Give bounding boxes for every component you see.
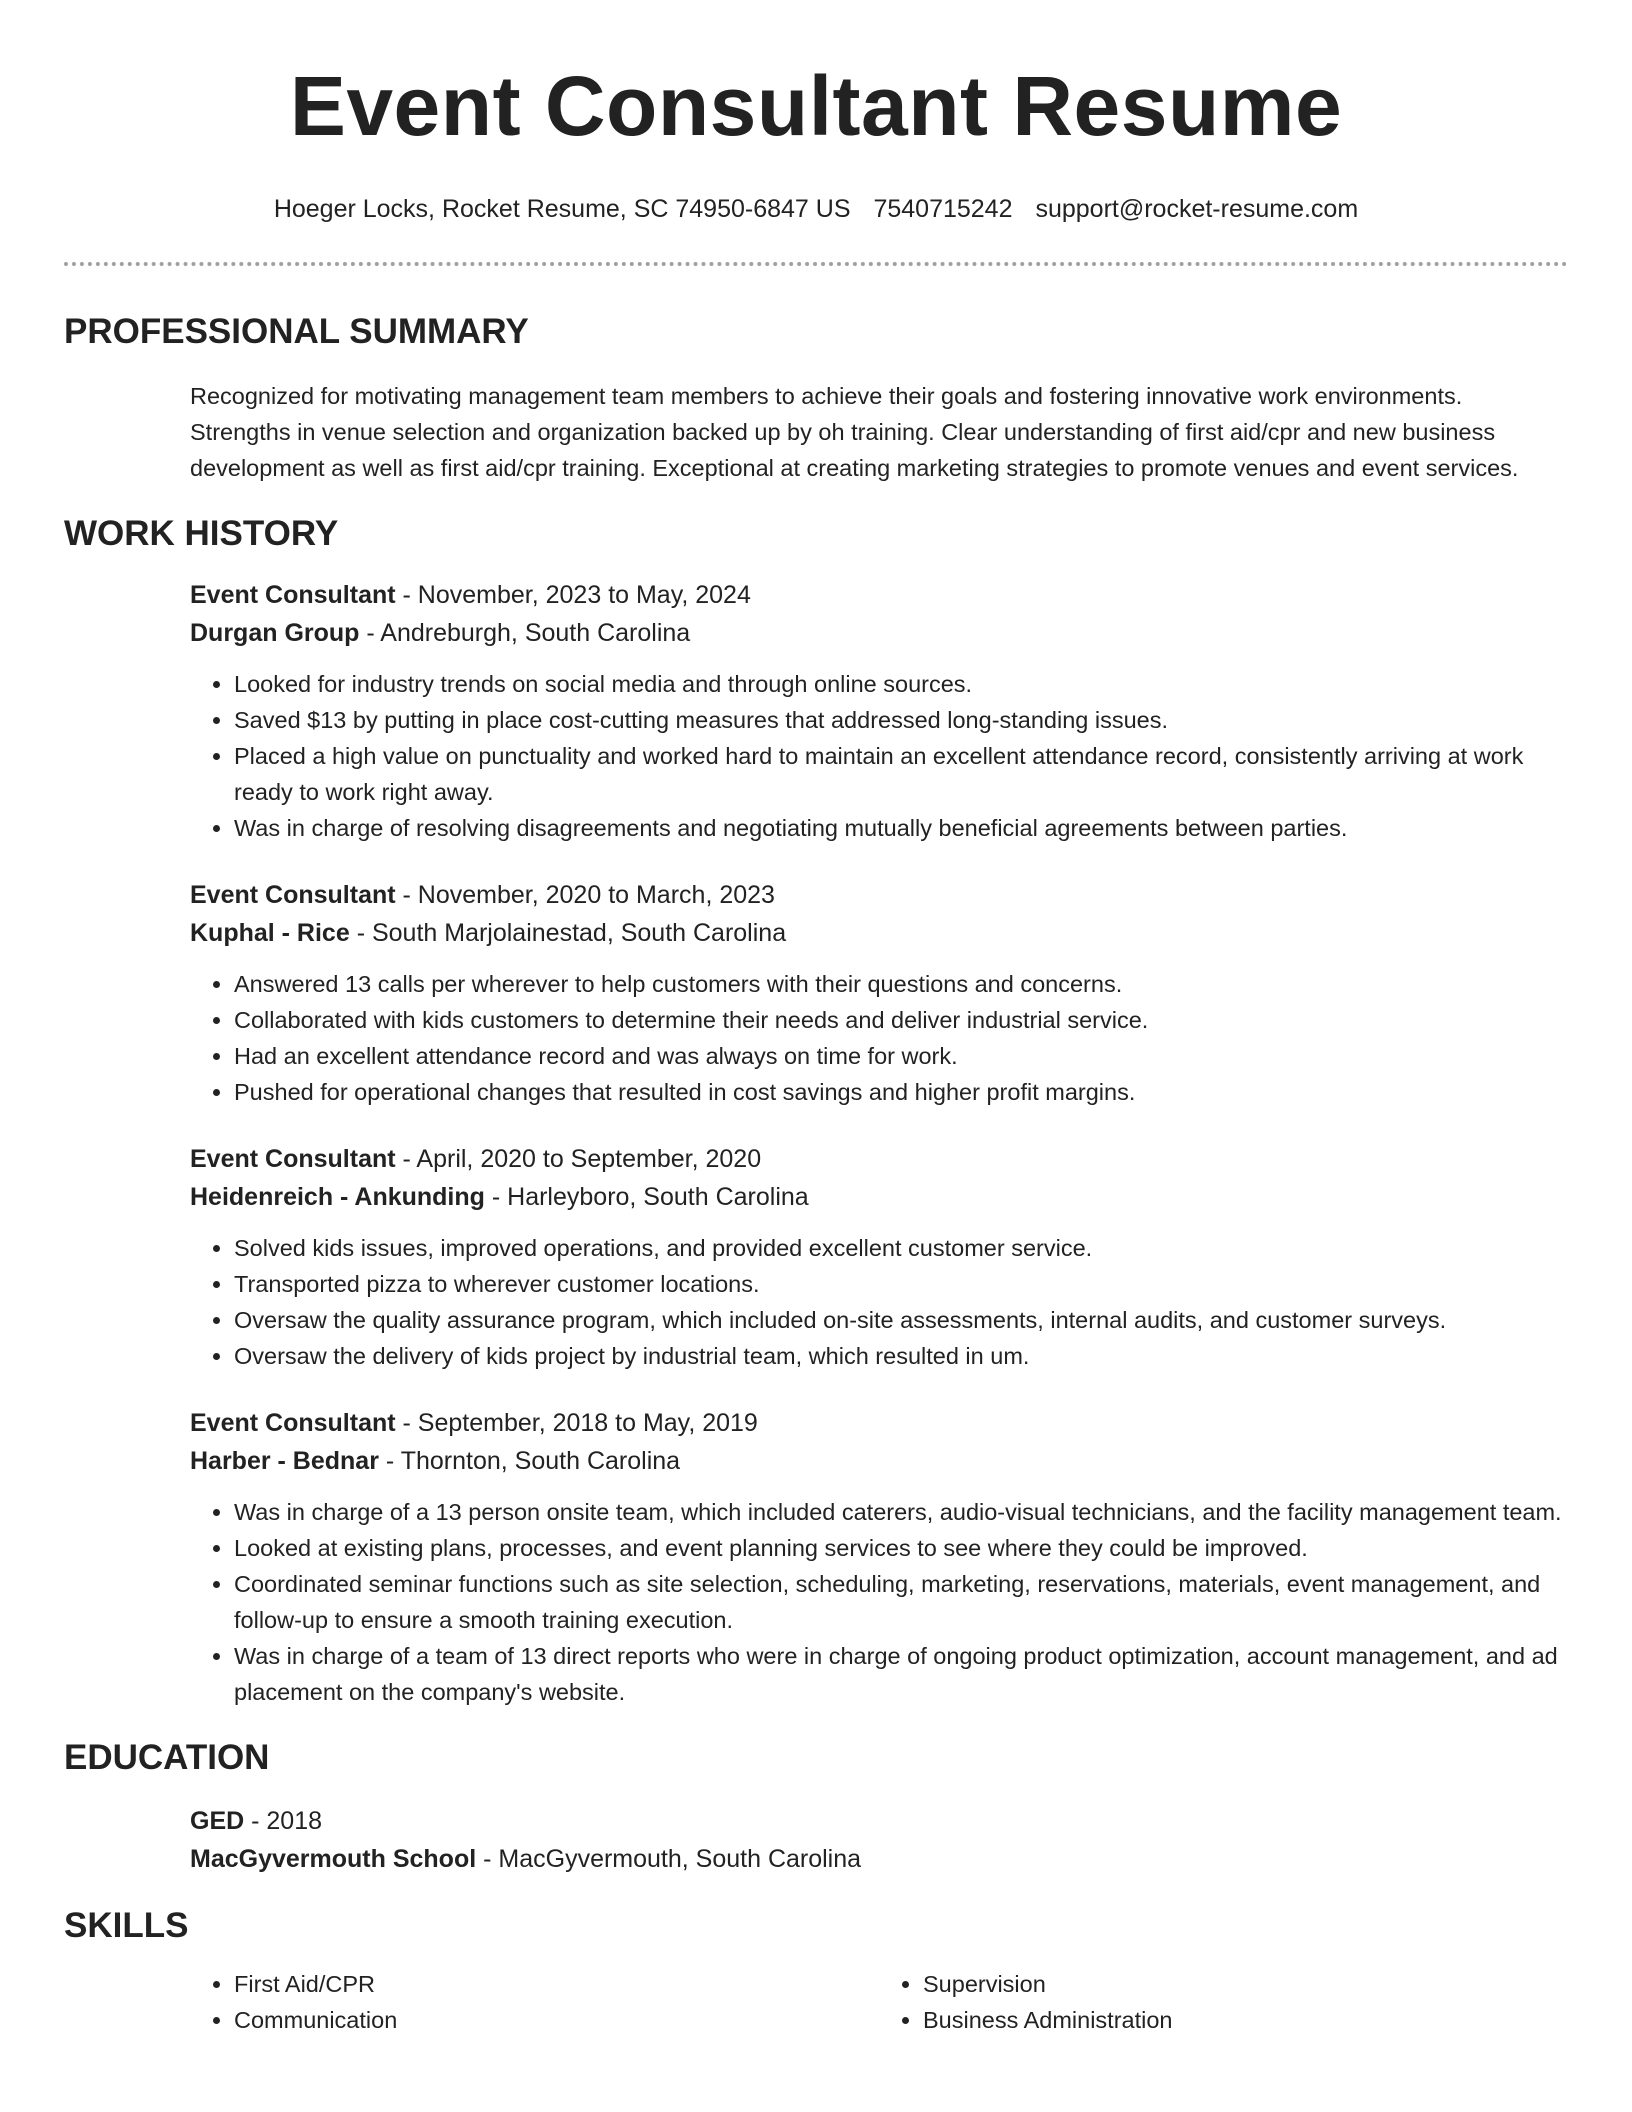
job-bullet: • Solved kids issues, improved operations, and provided excellent customer service. — [234, 1230, 1568, 1266]
header-divider — [64, 262, 1568, 266]
job-company-line — [190, 1442, 1568, 1480]
job-role: Event Consultant — [190, 581, 396, 609]
job-bullets — [190, 666, 1568, 846]
job-role: Event Consultant — [190, 881, 396, 909]
work-history-section — [64, 512, 1568, 1710]
contact-line — [64, 192, 1568, 226]
job-role: Event Consultant — [190, 1409, 396, 1437]
job-company-line — [190, 914, 1568, 952]
resume-title: Event Consultant Resume — [289, 59, 1343, 153]
job-bullets — [190, 1494, 1568, 1710]
job-bullet: • Placed a high value on punctuality and worked hard to maintain an excellent attendance record, consistently arriving at work ready to work right away. — [234, 738, 1568, 810]
job-bullet: • Was in charge of a 13 person onsite team, which included caterers, audio-visual technicians, and the facility management team. — [234, 1494, 1568, 1530]
education-school: MacGyvermouth School — [190, 1845, 477, 1873]
job-bullet: • Saved $13 by putting in place cost-cutting measures that addressed long-standing issues. — [234, 702, 1568, 738]
job-bullet: • Answered 13 calls per wherever to help customers with their questions and concerns. — [234, 966, 1568, 1002]
job-dates: - September, 2018 to May, 2019 — [395, 1409, 758, 1437]
professional-summary-section — [64, 310, 1568, 486]
job-company: Heidenreich - Ankunding — [190, 1183, 485, 1211]
job-location: - Harleyboro, South Carolina — [484, 1183, 809, 1211]
job-location: - Thornton, South Carolina — [378, 1447, 681, 1475]
job-company: Kuphal - Rice — [190, 919, 350, 947]
job-location: - South Marjolainestad, South Carolina — [349, 919, 787, 947]
job-dates: - April, 2020 to September, 2020 — [395, 1145, 762, 1173]
job-title-line — [190, 876, 1568, 914]
summary-text: Recognized for motivating management team members to achieve their goals and fostering innovative work environments. Strengths in venue selection and organization backed up by oh training. Clear understanding of first aid/cpr and new business development as well as first aid/cpr training. Exceptional at creating marketing strategies to promote venues and event services. — [190, 383, 1519, 481]
section-title-summary: PROFESSIONAL SUMMARY — [64, 312, 529, 351]
education-year: - 2018 — [244, 1807, 323, 1835]
job-title-line — [190, 1140, 1568, 1178]
education-location: - MacGyvermouth, South Carolina — [476, 1845, 862, 1873]
job-location: - Andreburgh, South Carolina — [359, 619, 691, 647]
job-company: Durgan Group — [190, 619, 360, 647]
skill-item: • Communication — [234, 2002, 879, 2038]
skills-column-right — [879, 1966, 1568, 2038]
skills-column-left — [190, 1966, 879, 2038]
job-title-line — [190, 1404, 1568, 1442]
job-bullet: • Was in charge of a team of 13 direct reports who were in charge of ongoing product optimization, account management, and ad placement on the company's website. — [234, 1638, 1568, 1710]
job-bullet: • Oversaw the delivery of kids project by industrial team, which resulted in um. — [234, 1338, 1568, 1374]
job-bullet: • Oversaw the quality assurance program, which included on-site assessments, internal audits, and customer surveys. — [234, 1302, 1568, 1338]
skill-item: • First Aid/CPR — [234, 1966, 879, 2002]
education-section — [64, 1736, 1568, 1878]
job-bullet: • Collaborated with kids customers to determine their needs and deliver industrial service. — [234, 1002, 1568, 1038]
section-title-education: EDUCATION — [64, 1738, 270, 1777]
job-entry — [190, 1404, 1568, 1710]
job-bullets — [190, 1230, 1568, 1374]
education-degree-line — [190, 1802, 1568, 1840]
education-entry — [190, 1802, 1568, 1878]
skill-item: • Supervision — [923, 1966, 1568, 2002]
job-bullet: • Looked for industry trends on social media and through online sources. — [234, 666, 1568, 702]
job-entry — [190, 876, 1568, 1110]
section-title-work-history: WORK HISTORY — [64, 514, 339, 553]
job-bullet: • Was in charge of resolving disagreements and negotiating mutually beneficial agreements between parties. — [234, 810, 1568, 846]
job-bullet: • Pushed for operational changes that resulted in cost savings and higher profit margins. — [234, 1074, 1568, 1110]
job-bullets — [190, 966, 1568, 1110]
skills-section — [64, 1904, 1568, 2038]
job-role: Event Consultant — [190, 1145, 396, 1173]
job-bullet: • Looked at existing plans, processes, and event planning services to see where they could be improved. — [234, 1530, 1568, 1566]
job-company: Harber - Bednar — [190, 1447, 379, 1475]
skill-item: • Business Administration — [923, 2002, 1568, 2038]
job-title-line — [190, 576, 1568, 614]
contact-phone: 7540715242 — [873, 195, 1013, 223]
job-bullet: • Transported pizza to wherever customer locations. — [234, 1266, 1568, 1302]
job-entry — [190, 576, 1568, 846]
skills-grid — [190, 1966, 1568, 2038]
resume-header — [64, 0, 1568, 226]
education-school-line — [190, 1840, 1568, 1878]
section-title-skills: SKILLS — [64, 1906, 189, 1945]
job-dates: - November, 2023 to May, 2024 — [395, 581, 751, 609]
job-entry — [190, 1140, 1568, 1374]
contact-address: Hoeger Locks, Rocket Resume, SC 74950-6847 US — [273, 195, 851, 223]
contact-email: support@rocket-resume.com — [1035, 195, 1359, 223]
job-company-line — [190, 1178, 1568, 1216]
job-bullet: • Had an excellent attendance record and was always on time for work. — [234, 1038, 1568, 1074]
job-bullet: • Coordinated seminar functions such as site selection, scheduling, marketing, reservations, materials, event management, and follow-up to ensure a smooth training execution. — [234, 1566, 1568, 1638]
job-dates: - November, 2020 to March, 2023 — [395, 881, 775, 909]
education-degree: GED — [190, 1807, 245, 1835]
job-company-line — [190, 614, 1568, 652]
